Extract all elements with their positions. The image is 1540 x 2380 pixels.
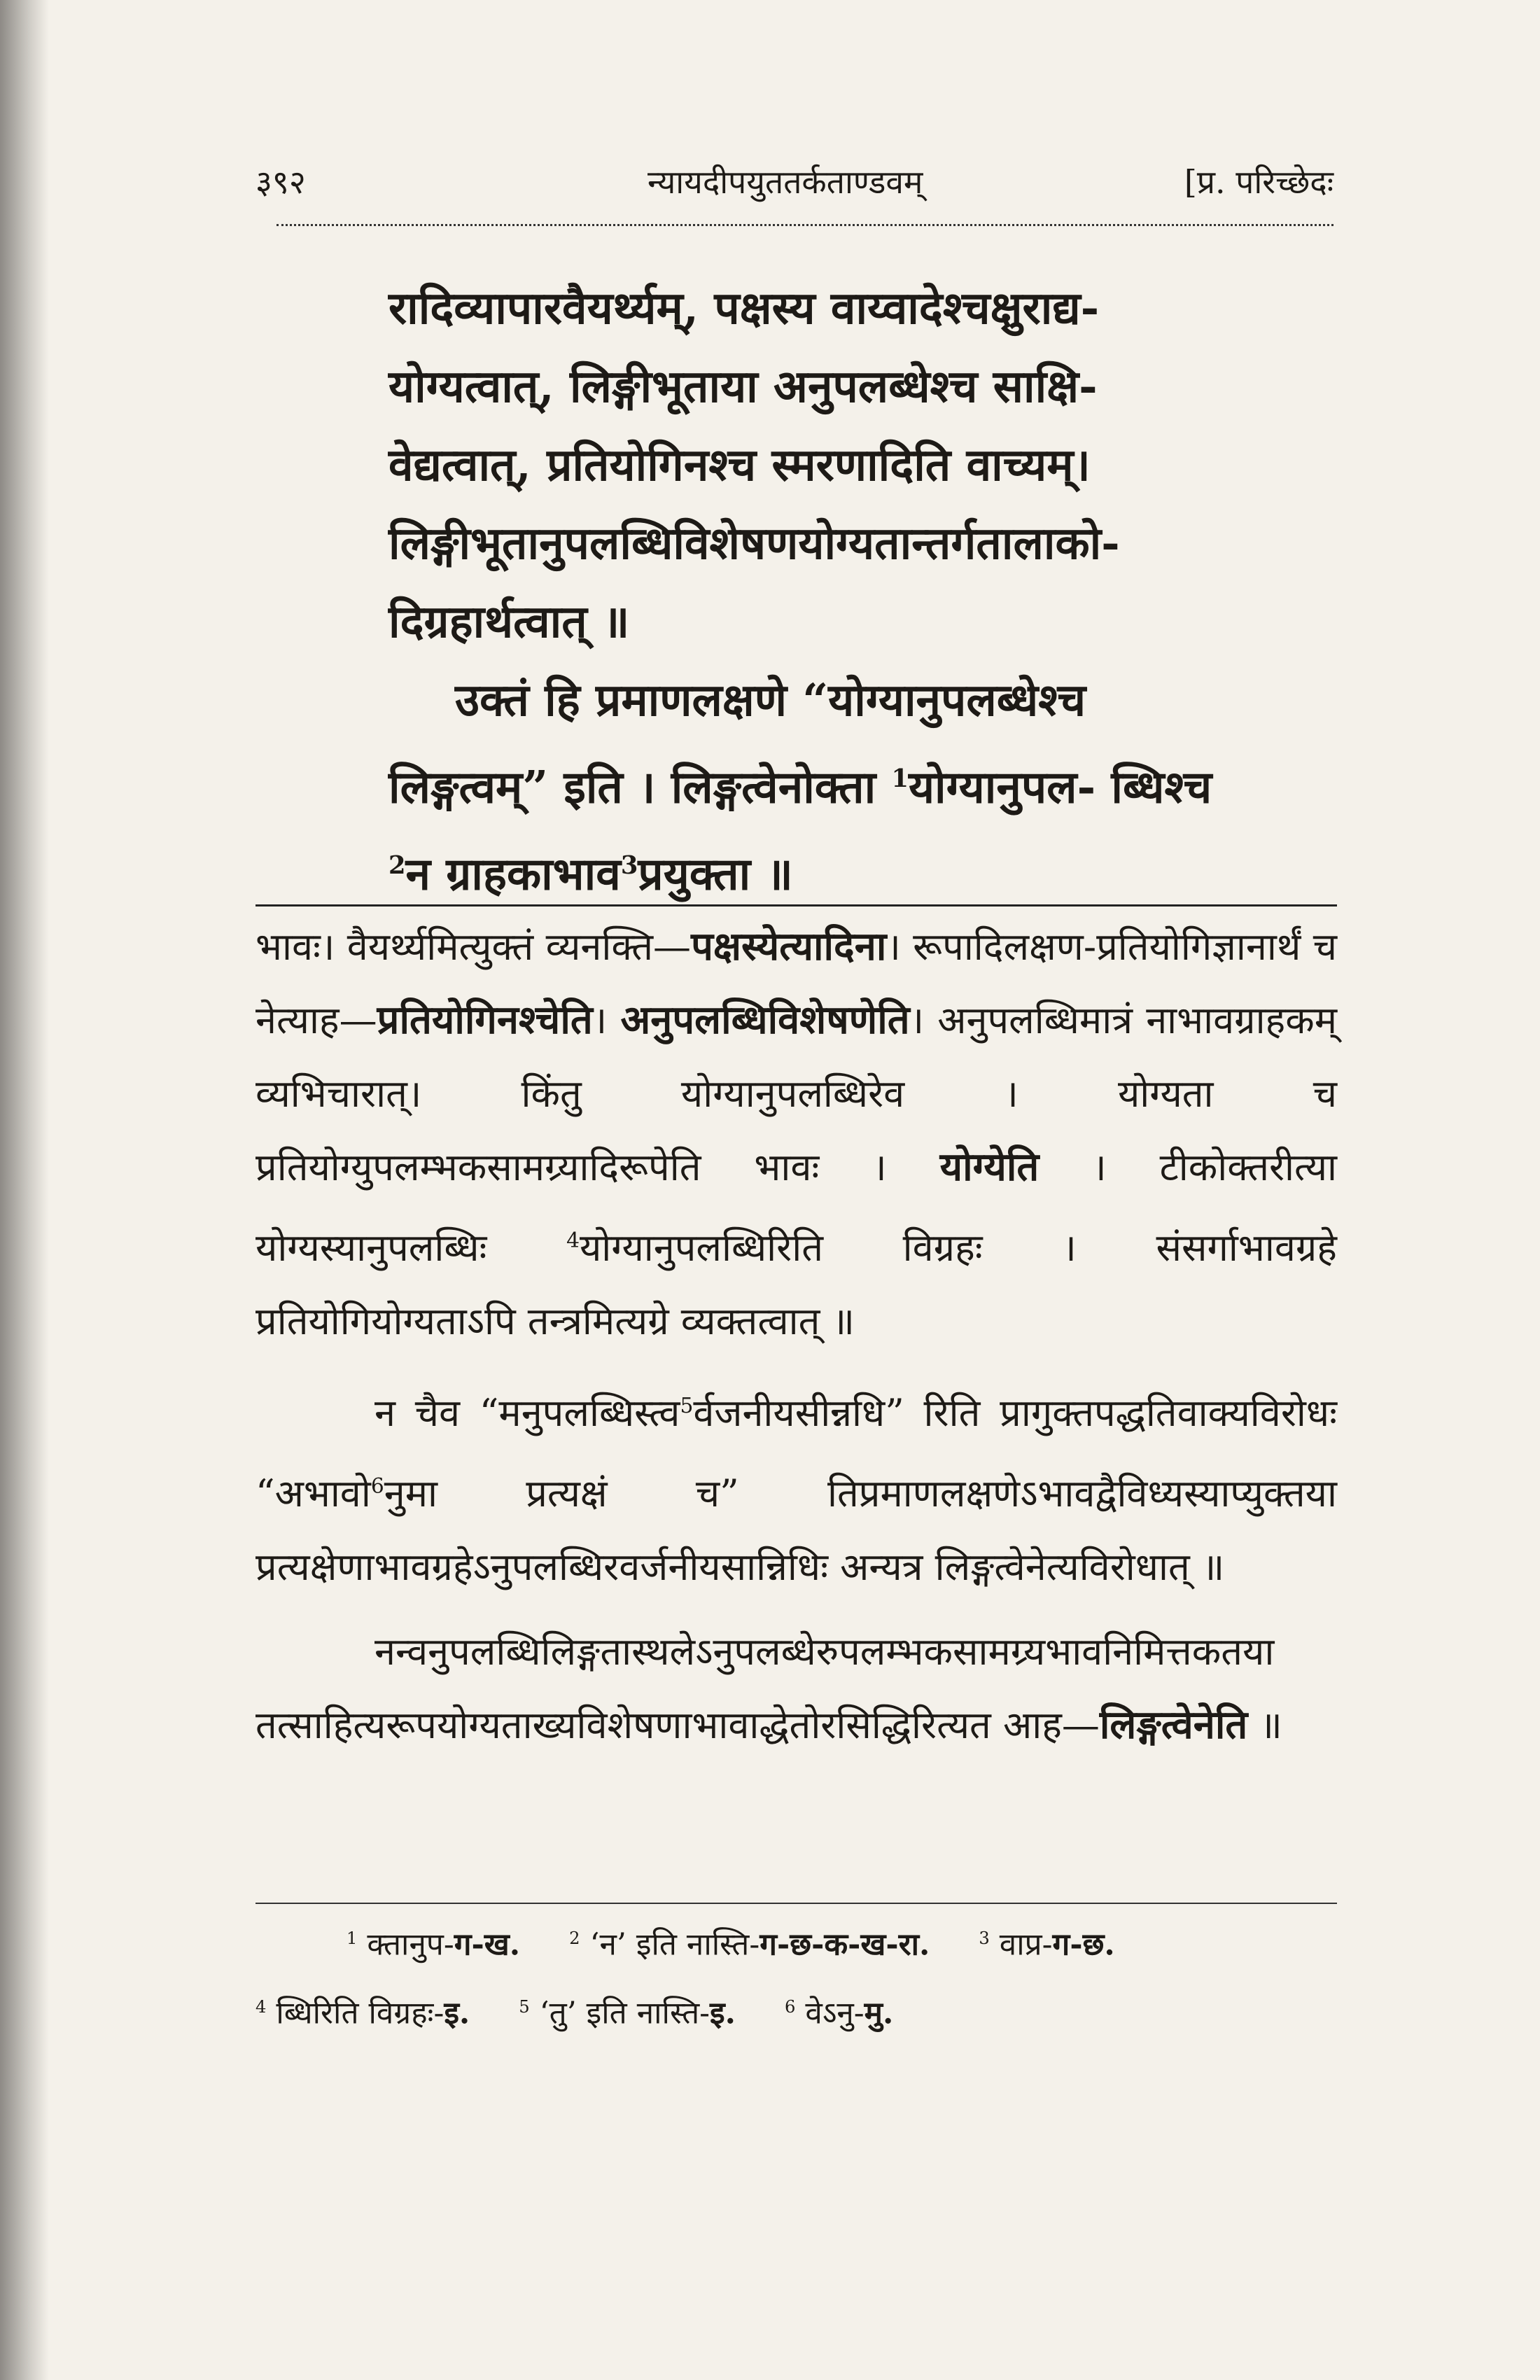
footnote-row — [255, 1976, 1337, 2045]
mula-line: वेद्यत्वात्, प्रतियोगिनश्च स्मरणादिति वाच्यम्। — [388, 439, 1091, 491]
footnote-siglum: मु. — [864, 1995, 894, 2031]
commentary-text — [255, 910, 1337, 1773]
mula-line: लिङ्गीभूतानुपलब्धिविशेषणयोग्यतान्तर्गतालाको- — [388, 517, 1120, 570]
footnote-number: 5 — [519, 1996, 530, 2017]
footnote-number: 1 — [346, 1928, 358, 1948]
footnote — [346, 1907, 520, 1976]
running-header — [255, 160, 1334, 223]
footnote-number: 4 — [255, 1996, 267, 2017]
footnote-siglum: ग-छ. — [1052, 1926, 1115, 1963]
commentary-keyword: योग्येति — [939, 1144, 1040, 1190]
commentary-keyword: पक्षस्येत्यादिना — [691, 923, 887, 969]
footnote-siglum: इ. — [444, 1995, 470, 2031]
footnote-ref: 2 — [388, 851, 406, 881]
footnote-ref: 6 — [370, 1474, 384, 1499]
commentary-span: नन्वनुपलब्धिलिङ्गतास्थलेऽनुपलब्धेरुपलम्भकसामग्र्यभावनिमित्तकतया तत्साहित्यरूपयोग्यताख्यविशेषणाभावाद्धेतोरसिद्धिरित्यत आह— — [255, 1630, 1275, 1747]
footnote-siglum: इ. — [710, 1995, 736, 2031]
commentary-span: । — [592, 998, 621, 1042]
commentary-span: ॥ — [1247, 1703, 1282, 1747]
footnote-text: ‘न’ इति नास्ति- — [589, 1926, 760, 1963]
mula-text-span: लिङ्गत्वम्” इति । लिङ्गत्वेनोक्ता — [388, 761, 876, 814]
footnote — [569, 1907, 930, 1976]
footnote-siglum: ग-छ-क-ख-रा. — [760, 1926, 930, 1963]
binding-shadow — [0, 0, 49, 2380]
commentary-paragraph — [255, 910, 1337, 1358]
commentary-keyword: अनुपलब्धिविशेषणेति — [620, 997, 910, 1043]
footnote-number: 2 — [569, 1928, 580, 1948]
mula-line: योग्यत्वात्, लिङ्गीभूताया अनुपलब्धेश्च साक्षि- — [388, 360, 1098, 413]
chapter-label: [प्र. परिच्छेदः — [1184, 163, 1334, 201]
footnote-ref: 1 — [891, 764, 909, 793]
footnotes — [255, 1907, 1337, 2044]
running-title: न्यायदीपयुततर्कताण्डवम् — [648, 163, 923, 201]
page-number: ३९२ — [255, 163, 306, 201]
mula-text-span: ब्धिश्च — [1111, 761, 1212, 814]
mula-text-span: प्रयुक्ता ॥ — [638, 848, 793, 901]
footnote-text: वाप्र- — [999, 1926, 1053, 1963]
footnote-siglum: ग-ख. — [454, 1926, 521, 1963]
footnote-text: ‘तु’ इति नास्ति- — [539, 1995, 710, 2031]
footnote-text: वेऽनु- — [805, 1995, 864, 2031]
commentary-span: नुमा प्रत्यक्षं च” तिप्रमाणलक्षणेऽभावद्वैविध्यस्याप्युक्तया प्रत्यक्षेणाभावग्रहेऽनुपलब्धिरवर्जनीयसान्निधिः अन्यत्र लिङ्गत्वेनेत्यविरोधात् ॥ — [255, 1471, 1337, 1589]
commentary-keyword: प्रतियोगिनश्चेति — [377, 997, 593, 1043]
commentary-span: । टीकोक्तरीत्या योग्यस्यानुपलब्धिः — [255, 1145, 1338, 1270]
mula-text-span: योग्यानुपल- — [908, 761, 1096, 814]
mula-line: दिग्रहार्थत्वात् ॥ — [388, 596, 630, 648]
footnote — [979, 1907, 1114, 1976]
footnote-rule — [255, 1903, 1337, 1904]
footnote-text: क्तानुप- — [367, 1926, 454, 1963]
commentary-span: न चैव “मनुपलब्धिस्त्व — [374, 1391, 680, 1435]
footnote-ref: 5 — [680, 1394, 694, 1418]
mula-text — [388, 270, 1256, 914]
commentary-span: । अनुपलब्धिमात्रं नाभावग्राहकम् व्यभिचारात्। किंतु योग्यानुपलब्धिरेव । योग्यता च प्रतियोग्युपलम्भकसामग्र्यादिरूपेति भावः । — [255, 998, 1337, 1189]
mula-paragraph — [388, 662, 1256, 914]
commentary-span: र्वजनीयसीन्नधि” रिति प्रागुक्तपद्धतिवाक्यविरोधः “अभावो — [255, 1391, 1338, 1516]
commentary-span: भावः। वैयर्थ्यमित्युक्तं व्यनक्ति— — [255, 925, 692, 969]
footnote-number: 6 — [784, 1996, 796, 2017]
commentary-paragraph — [255, 1369, 1337, 1604]
mula-text-span: उक्तं हि प्रमाणलक्षणे “योग्यानुपलब्धेश्च — [455, 674, 1086, 727]
footnote-number: 3 — [979, 1928, 990, 1948]
commentary-paragraph — [255, 1615, 1337, 1762]
commentary-span: । रूपादिलक्षण-प्रतियोगिज्ञानार्थं च नेत्याह— — [255, 925, 1337, 1042]
footnote-row — [255, 1907, 1337, 1976]
header-rule — [276, 224, 1334, 226]
mula-line: रादिव्यापारवैयर्थ्यम्, पक्षस्य वाय्वादेश्चक्षुराद्य- — [388, 282, 1100, 335]
commentary-span: योग्यानुपलब्धिरिति विग्रहः । संसर्गाभावग्रहे प्रतियोगियोग्यताऽपि तन्त्रमित्यग्रे व्यक्तत्वात् ॥ — [255, 1226, 1337, 1343]
mula-text-span: न ग्राहकाभाव — [405, 848, 621, 901]
footnote-ref: 4 — [566, 1228, 580, 1253]
footnote-text: ब्धिरिति विग्रहः- — [276, 1995, 444, 2031]
footnote — [785, 1976, 893, 2045]
footnote — [255, 1976, 470, 2045]
text-commentary-divider — [255, 904, 1337, 906]
commentary-keyword: लिङ्गत्वेनेति — [1099, 1702, 1248, 1748]
footnote — [519, 1976, 736, 2045]
footnote-ref: 3 — [620, 851, 638, 881]
